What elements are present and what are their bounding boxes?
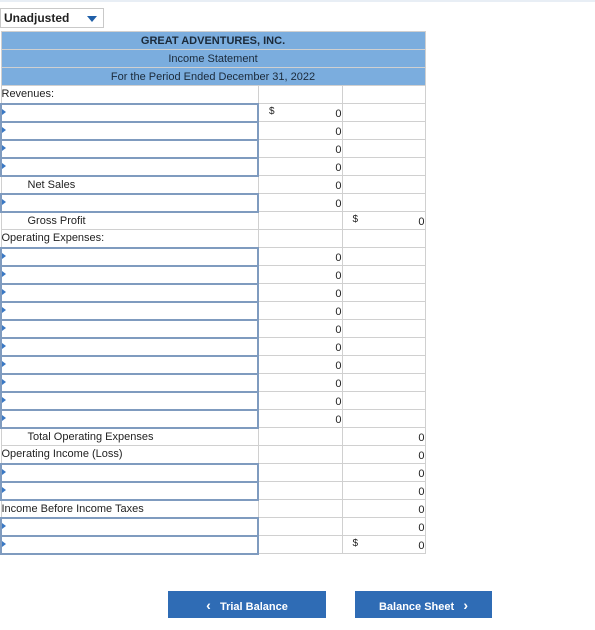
account-name-input[interactable]: [1, 482, 258, 500]
dropdown-marker-icon: [2, 145, 6, 151]
statement-title: Income Statement: [1, 50, 425, 68]
amount-cell: [258, 284, 342, 302]
balance-sheet-button[interactable]: [355, 591, 492, 618]
amount-value: 0: [335, 125, 342, 138]
account-name-input[interactable]: [1, 266, 258, 284]
statement-row: [1, 230, 425, 248]
amount-value: 0: [335, 251, 342, 264]
total-cell: [342, 122, 425, 140]
currency-symbol: $: [352, 538, 359, 549]
statement-row: [1, 122, 425, 140]
dropdown-marker-icon: [2, 163, 6, 169]
currency-symbol: $: [269, 106, 275, 117]
account-name-input[interactable]: [1, 518, 258, 536]
dropdown-marker-icon: [2, 307, 6, 313]
account-name-input[interactable]: [1, 320, 258, 338]
amount-cell: [258, 212, 342, 230]
total-cell: [342, 140, 425, 158]
total-cell: [342, 176, 425, 194]
amount-value: 0: [418, 539, 425, 552]
company-name: GREAT ADVENTURES, INC.: [1, 32, 425, 50]
statement-row: [1, 446, 425, 464]
total-cell: [342, 464, 425, 482]
statement-row: [1, 194, 425, 212]
amount-value: 0: [335, 413, 342, 426]
total-cell: [342, 500, 425, 518]
row-label: Net Sales: [1, 176, 258, 194]
dropdown-marker-icon: [2, 541, 6, 547]
amount-value: 0: [418, 467, 425, 480]
income-statement-table: [0, 31, 426, 555]
trial-balance-button[interactable]: [168, 591, 326, 618]
row-label: Total Operating Expenses: [1, 428, 258, 446]
amount-value: 0: [335, 287, 342, 300]
statement-row: [1, 212, 425, 230]
amount-value: 0: [418, 431, 425, 444]
amount-cell: [258, 230, 342, 248]
dropdown-marker-icon: [2, 343, 6, 349]
amount-cell: [258, 446, 342, 464]
amount-cell: [258, 374, 342, 392]
total-cell: [342, 338, 425, 356]
total-cell: [342, 194, 425, 212]
amount-value: 0: [335, 395, 342, 408]
amount-cell: [258, 86, 342, 104]
statement-row: [1, 518, 425, 536]
account-name-input[interactable]: [1, 392, 258, 410]
amount-cell: [258, 248, 342, 266]
total-cell: [342, 320, 425, 338]
statement-period: For the Period Ended December 31, 2022: [1, 68, 425, 86]
account-name-input[interactable]: [1, 338, 258, 356]
row-label: Revenues:: [1, 86, 258, 104]
dropdown-marker-icon: [2, 199, 6, 205]
total-cell: [342, 302, 425, 320]
amount-cell: [258, 338, 342, 356]
amount-cell: [258, 392, 342, 410]
dropdown-marker-icon: [2, 469, 6, 475]
statement-row: [1, 374, 425, 392]
account-name-input[interactable]: [1, 122, 258, 140]
statement-row: [1, 302, 425, 320]
amount-value: 0: [335, 179, 342, 192]
statement-row: [1, 500, 425, 518]
account-name-input[interactable]: [1, 356, 258, 374]
amount-value: 0: [335, 269, 342, 282]
row-label: Operating Expenses:: [1, 230, 258, 248]
account-name-input[interactable]: [1, 284, 258, 302]
statement-row: [1, 392, 425, 410]
row-label: Operating Income (Loss): [1, 446, 258, 464]
total-cell: [342, 266, 425, 284]
amount-cell: [258, 320, 342, 338]
total-cell: [342, 410, 425, 428]
amount-value: 0: [335, 341, 342, 354]
account-name-input[interactable]: [1, 536, 258, 554]
dropdown-marker-icon: [2, 415, 6, 421]
amount-value: 0: [335, 197, 342, 210]
account-name-input[interactable]: [1, 248, 258, 266]
account-name-input[interactable]: [1, 464, 258, 482]
dropdown-marker-icon: [2, 127, 6, 133]
top-divider: [0, 0, 595, 2]
amount-value: 0: [418, 485, 425, 498]
dropdown-marker-icon: [2, 289, 6, 295]
account-name-input[interactable]: [1, 158, 258, 176]
total-cell: [342, 482, 425, 500]
amount-cell: [258, 518, 342, 536]
amount-cell: [258, 356, 342, 374]
total-cell: [342, 158, 425, 176]
amount-cell: [258, 266, 342, 284]
amount-cell: [258, 176, 342, 194]
amount-value: 0: [335, 143, 342, 156]
amount-cell: [258, 194, 342, 212]
amount-cell: [258, 464, 342, 482]
total-cell: [342, 428, 425, 446]
statement-row: [1, 320, 425, 338]
account-name-input[interactable]: [1, 140, 258, 158]
total-cell: [342, 446, 425, 464]
statement-row: [1, 86, 425, 104]
amount-cell: [258, 482, 342, 500]
statement-row: [1, 266, 425, 284]
amount-cell: [258, 536, 342, 554]
dropdown-marker-icon: [2, 253, 6, 259]
amount-cell: [258, 122, 342, 140]
statement-row: [1, 410, 425, 428]
amount-value: 0: [418, 521, 425, 534]
trial-balance-type-select[interactable]: [0, 8, 104, 28]
trial-balance-label: Trial Balance: [219, 601, 288, 613]
amount-cell: [258, 104, 342, 122]
statement-row: [1, 482, 425, 500]
dropdown-marker-icon: [2, 487, 6, 493]
dropdown-marker-icon: [2, 379, 6, 385]
total-cell: [342, 86, 425, 104]
dropdown-marker-icon: [2, 361, 6, 367]
total-cell: [342, 284, 425, 302]
account-name-input[interactable]: [1, 410, 258, 428]
statement-row: [1, 284, 425, 302]
statement-row: [1, 356, 425, 374]
statement-row: [1, 338, 425, 356]
chevron-right-icon: ›: [463, 597, 469, 613]
amount-value: 0: [335, 323, 342, 336]
amount-cell: [258, 428, 342, 446]
amount-value: 0: [418, 503, 425, 516]
account-name-input[interactable]: [1, 302, 258, 320]
select-value: Unadjusted: [4, 11, 70, 25]
header-statement-row: [1, 50, 425, 68]
account-name-input[interactable]: [1, 374, 258, 392]
amount-value: 0: [335, 377, 342, 390]
header-company-row: [1, 32, 425, 50]
statement-row: [1, 158, 425, 176]
total-cell: [342, 248, 425, 266]
dropdown-marker-icon: [2, 325, 6, 331]
total-cell: [342, 104, 425, 122]
chevron-down-icon: [87, 16, 97, 22]
amount-value: 0: [335, 107, 342, 120]
balance-sheet-label: Balance Sheet: [378, 601, 455, 613]
amount-cell: [258, 140, 342, 158]
amount-cell: [258, 410, 342, 428]
statement-row: [1, 176, 425, 194]
amount-value: 0: [335, 305, 342, 318]
total-cell: [342, 230, 425, 248]
total-cell: [342, 536, 425, 554]
statement-row: [1, 464, 425, 482]
header-period-row: [1, 68, 425, 86]
row-label: Income Before Income Taxes: [1, 500, 258, 518]
dropdown-marker-icon: [2, 271, 6, 277]
statement-row: [1, 140, 425, 158]
dropdown-marker-icon: [2, 397, 6, 403]
amount-cell: [258, 500, 342, 518]
chevron-left-icon: ‹: [206, 597, 211, 613]
total-cell: [342, 356, 425, 374]
account-name-input[interactable]: [1, 194, 258, 212]
account-name-input[interactable]: [1, 104, 258, 122]
currency-symbol: $: [352, 214, 359, 225]
statement-row: [1, 428, 425, 446]
amount-value: 0: [418, 449, 425, 462]
total-cell: [342, 374, 425, 392]
amount-value: 0: [335, 161, 342, 174]
amount-value: 0: [418, 215, 425, 228]
dropdown-marker-icon: [2, 109, 6, 115]
statement-row: [1, 104, 425, 122]
row-label: Gross Profit: [1, 212, 258, 230]
total-cell: [342, 212, 425, 230]
statement-row: [1, 248, 425, 266]
dropdown-marker-icon: [2, 523, 6, 529]
amount-cell: [258, 158, 342, 176]
total-cell: [342, 392, 425, 410]
total-cell: [342, 518, 425, 536]
amount-value: 0: [335, 359, 342, 372]
statement-row: [1, 536, 425, 554]
amount-cell: [258, 302, 342, 320]
